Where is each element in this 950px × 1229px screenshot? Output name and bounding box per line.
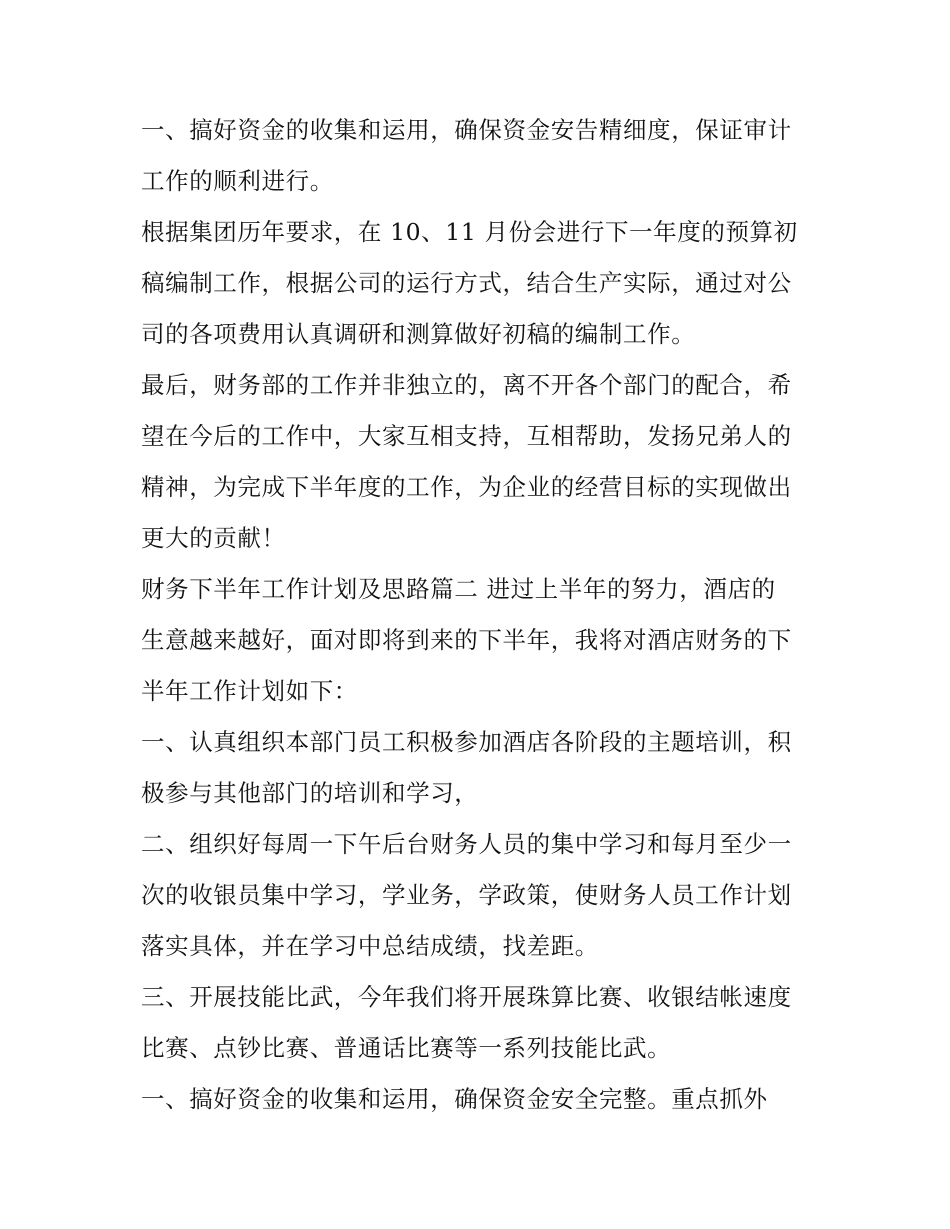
text-line: 工作的顺利进行。 — [141, 167, 334, 195]
text-line: 落实具体，并在学习中总结成绩，找差距。 — [141, 932, 599, 960]
text-line: 一、搞好资金的收集和运用，确保资金安全完整。重点抓外 — [141, 1085, 768, 1113]
text-line: 生意越来越好，面对即将到来的下半年，我将对酒店财务的下 — [141, 626, 792, 654]
text-line: 精神，为完成下半年度的工作，为企业的经营目标的实现做出 — [141, 473, 792, 501]
text-line: 一、搞好资金的收集和运用，确保资金安告精细度，保证审计 — [141, 116, 792, 144]
text-line: 三、开展技能比武，今年我们将开展珠算比赛、收银结帐速度 — [141, 983, 792, 1011]
text-line: 极参与其他部门的培训和学习， — [141, 779, 479, 807]
text-line: 稿编制工作，根据公司的运行方式，结合生产实际，通过对公 — [141, 269, 792, 297]
text-line: 望在今后的工作中，大家互相支持，互相帮助，发扬兄弟人的 — [141, 422, 792, 450]
text-line: 财务下半年工作计划及思路篇二 进过上半年的努力，酒店的 — [141, 575, 776, 603]
text-line: 最后，财务部的工作并非独立的，离不开各个部门的配合，希 — [141, 371, 792, 399]
text-line: 半年工作计划如下： — [141, 677, 358, 705]
text-line: 比赛、点钞比赛、普通话比赛等一系列技能比武。 — [141, 1034, 672, 1062]
text-line: 一、认真组织本部门员工积极参加酒店各阶段的主题培训，积 — [141, 728, 792, 756]
text-line: 二、组织好每周一下午后台财务人员的集中学习和每月至少一 — [141, 830, 792, 858]
text-line: 根据集团历年要求，在 10、11 月份会进行下一年度的预算初 — [141, 218, 798, 246]
text-line: 司的各项费用认真调研和测算做好初稿的编制工作。 — [141, 320, 696, 348]
document-body — [141, 105, 821, 1125]
text-line: 次的收银员集中学习，学业务，学政策，使财务人员工作计划 — [141, 881, 792, 909]
text-line: 更大的贡献！ — [141, 524, 286, 552]
